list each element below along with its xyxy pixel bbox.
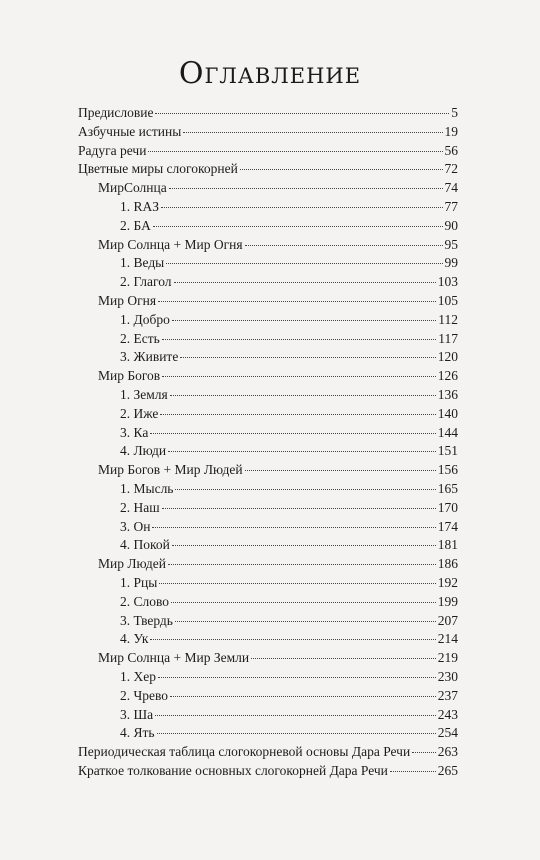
toc-page-number: 207 <box>437 612 458 628</box>
dot-leader <box>162 376 436 377</box>
toc-entry <box>78 706 458 725</box>
toc-entry-title: Радуга речи <box>78 142 147 158</box>
toc-page-number: 90 <box>444 217 458 233</box>
toc-page-number: 74 <box>444 180 458 196</box>
dot-leader <box>157 733 436 734</box>
toc-entry <box>78 687 458 706</box>
toc-entry-title: 3. Он <box>120 518 151 534</box>
toc-entry-title: Предисловие <box>78 105 154 120</box>
toc-entry <box>78 198 458 217</box>
dot-leader <box>412 752 436 753</box>
toc-page-number: 136 <box>437 386 458 402</box>
toc-page-number: 219 <box>437 650 458 666</box>
dot-leader <box>245 470 436 471</box>
toc-entry <box>78 254 458 273</box>
toc-entry <box>78 348 458 367</box>
toc-entry <box>78 480 458 499</box>
toc-page-number: 126 <box>437 368 458 384</box>
dot-leader <box>170 696 436 697</box>
toc-entry-title: 3. Твердь <box>120 612 173 628</box>
toc-entry-title: 2. Слово <box>120 593 170 609</box>
toc-entry-title: Мир Богов + Мир Людей <box>98 462 243 478</box>
toc-entry <box>78 668 458 687</box>
toc-entry <box>78 612 458 631</box>
toc-entry <box>78 536 458 555</box>
toc-entry-title: 1. Веды <box>120 255 165 271</box>
toc-entry-title: Мир Богов <box>98 368 161 384</box>
toc-entry-title: 4. Ук <box>120 631 149 647</box>
toc-page-number: 170 <box>437 499 458 515</box>
dot-leader <box>148 151 442 152</box>
toc-page-number: 214 <box>437 631 458 647</box>
toc-page-number: 265 <box>437 762 458 778</box>
dot-leader <box>183 132 442 133</box>
toc-page-number: 95 <box>444 236 458 252</box>
toc-entry <box>78 405 458 424</box>
toc-entry <box>78 179 458 198</box>
toc-entry-title: 4. Покой <box>120 537 170 553</box>
toc-entry <box>78 649 458 668</box>
dot-leader <box>159 583 435 584</box>
toc-page-number: 192 <box>437 574 458 590</box>
toc-page-number: 144 <box>437 424 458 440</box>
toc-entry <box>78 574 458 593</box>
dot-leader <box>158 301 436 302</box>
dot-leader <box>175 489 435 490</box>
toc-page-number: 156 <box>437 462 458 478</box>
dot-leader <box>166 263 442 264</box>
toc-entry <box>78 461 458 480</box>
dot-leader <box>168 451 436 452</box>
toc-page-number: 120 <box>437 349 458 365</box>
toc-page-number: 72 <box>444 161 458 177</box>
toc-entry-title: Азбучные истины <box>78 123 182 139</box>
toc-entry-title: Периодическая таблица слогокорневой основы Дара Речи <box>78 744 411 760</box>
dot-leader <box>162 339 436 340</box>
toc-entry <box>78 104 458 123</box>
toc-entry-title: 1. Земля <box>120 386 168 402</box>
dot-leader <box>155 113 449 114</box>
toc-page-number: 263 <box>437 744 458 760</box>
toc-page-number: 254 <box>437 725 458 741</box>
toc-page-number: 230 <box>437 668 458 684</box>
toc-page-number: 19 <box>444 123 458 139</box>
toc-entry-title: 2. Чрево <box>120 687 169 703</box>
toc-entry-title: 2. Наш <box>120 499 160 515</box>
toc-entry-title: 2. Есть <box>120 330 160 346</box>
toc-page-number: 99 <box>444 255 458 271</box>
toc-page-number: 77 <box>444 198 458 214</box>
toc-entry-title: 3. Ша <box>120 706 154 722</box>
dot-leader <box>240 169 443 170</box>
toc-entry <box>78 217 458 236</box>
toc-entry-title: Мир Солнца + Мир Огня <box>98 236 243 252</box>
toc-entry <box>78 330 458 349</box>
toc-entry <box>78 386 458 405</box>
dot-leader <box>158 677 436 678</box>
dot-leader <box>168 564 436 565</box>
toc-entry <box>78 518 458 537</box>
toc-entry-title: 1. Добро <box>120 311 170 327</box>
toc-entry-title: 3. Ка <box>120 424 149 440</box>
toc-entry <box>78 273 458 292</box>
page-title: Оглавление <box>178 56 362 91</box>
toc-entry-title: Мир Солнца + Мир Земли <box>98 650 250 666</box>
toc-entry-title: 4. Ять <box>120 725 155 741</box>
toc-entry <box>78 724 458 743</box>
dot-leader <box>171 602 436 603</box>
dot-leader <box>150 433 435 434</box>
toc-page-number: 237 <box>437 687 458 703</box>
toc-entry-title: 2. Глагол <box>120 274 172 290</box>
toc-entry <box>78 236 458 255</box>
toc-entry <box>78 499 458 518</box>
toc-entry-title: Мир Огня <box>98 292 157 308</box>
toc-entry <box>78 424 458 443</box>
toc-page-number: 112 <box>438 311 458 327</box>
dot-leader <box>150 639 435 640</box>
dot-leader <box>245 245 443 246</box>
toc-entry-title: 1. RAЗ <box>120 198 160 214</box>
toc-page-number: 5 <box>451 105 458 120</box>
toc-page-number: 174 <box>437 518 458 534</box>
dot-leader <box>180 357 435 358</box>
toc-entry <box>78 160 458 179</box>
toc-entry-title: 4. Люди <box>120 443 167 459</box>
dot-leader <box>175 621 436 622</box>
toc-entry <box>78 367 458 386</box>
dot-leader <box>153 226 443 227</box>
toc-page-number: 151 <box>437 443 458 459</box>
dot-leader <box>174 282 436 283</box>
toc-entry <box>78 593 458 612</box>
dot-leader <box>170 395 436 396</box>
dot-leader <box>152 527 435 528</box>
toc-entry-title: МирСолнца <box>98 180 167 196</box>
dot-leader <box>390 771 436 772</box>
toc-entry <box>78 442 458 461</box>
toc-page-number: 140 <box>437 405 458 421</box>
toc-page-number: 186 <box>437 556 458 572</box>
toc-entry-title: 2. Иже <box>120 405 159 421</box>
toc-page-number: 56 <box>444 142 458 158</box>
dot-leader <box>169 188 443 189</box>
toc-entry <box>78 142 458 161</box>
toc-page-number: 117 <box>438 330 458 346</box>
dot-leader <box>162 508 436 509</box>
toc-page-number: 199 <box>437 593 458 609</box>
toc-page-number: 105 <box>437 292 458 308</box>
toc-entry-title: 3. Живите <box>120 349 179 365</box>
toc-entry <box>78 743 458 762</box>
toc-entry-title: Краткое толкование основных слогокорней Дара Речи <box>78 762 388 778</box>
toc-entry <box>78 123 458 142</box>
toc-entry-title: 1. Хер <box>120 668 156 684</box>
toc-entry-title: 1. Мысль <box>120 480 174 496</box>
toc-page-number: 103 <box>437 274 458 290</box>
toc-entry-title: 2. БА <box>120 217 151 233</box>
dot-leader <box>155 715 436 716</box>
toc-entry-title: Цветные миры слогокорней <box>78 161 238 177</box>
dot-leader <box>172 320 436 321</box>
toc-entry <box>78 762 458 781</box>
dot-leader <box>161 207 442 208</box>
toc-page-number: 165 <box>437 480 458 496</box>
toc-entry-title: 1. Рцы <box>120 574 158 590</box>
dot-leader <box>172 545 436 546</box>
toc-page-number: 243 <box>437 706 458 722</box>
toc-entry <box>78 311 458 330</box>
dot-leader <box>251 658 436 659</box>
toc-entry <box>78 630 458 649</box>
toc-page-number: 181 <box>437 537 458 553</box>
toc-entry-title: Мир Людей <box>98 556 166 572</box>
table-of-contents <box>78 104 458 781</box>
toc-entry <box>78 292 458 311</box>
toc-entry <box>78 555 458 574</box>
dot-leader <box>160 414 435 415</box>
